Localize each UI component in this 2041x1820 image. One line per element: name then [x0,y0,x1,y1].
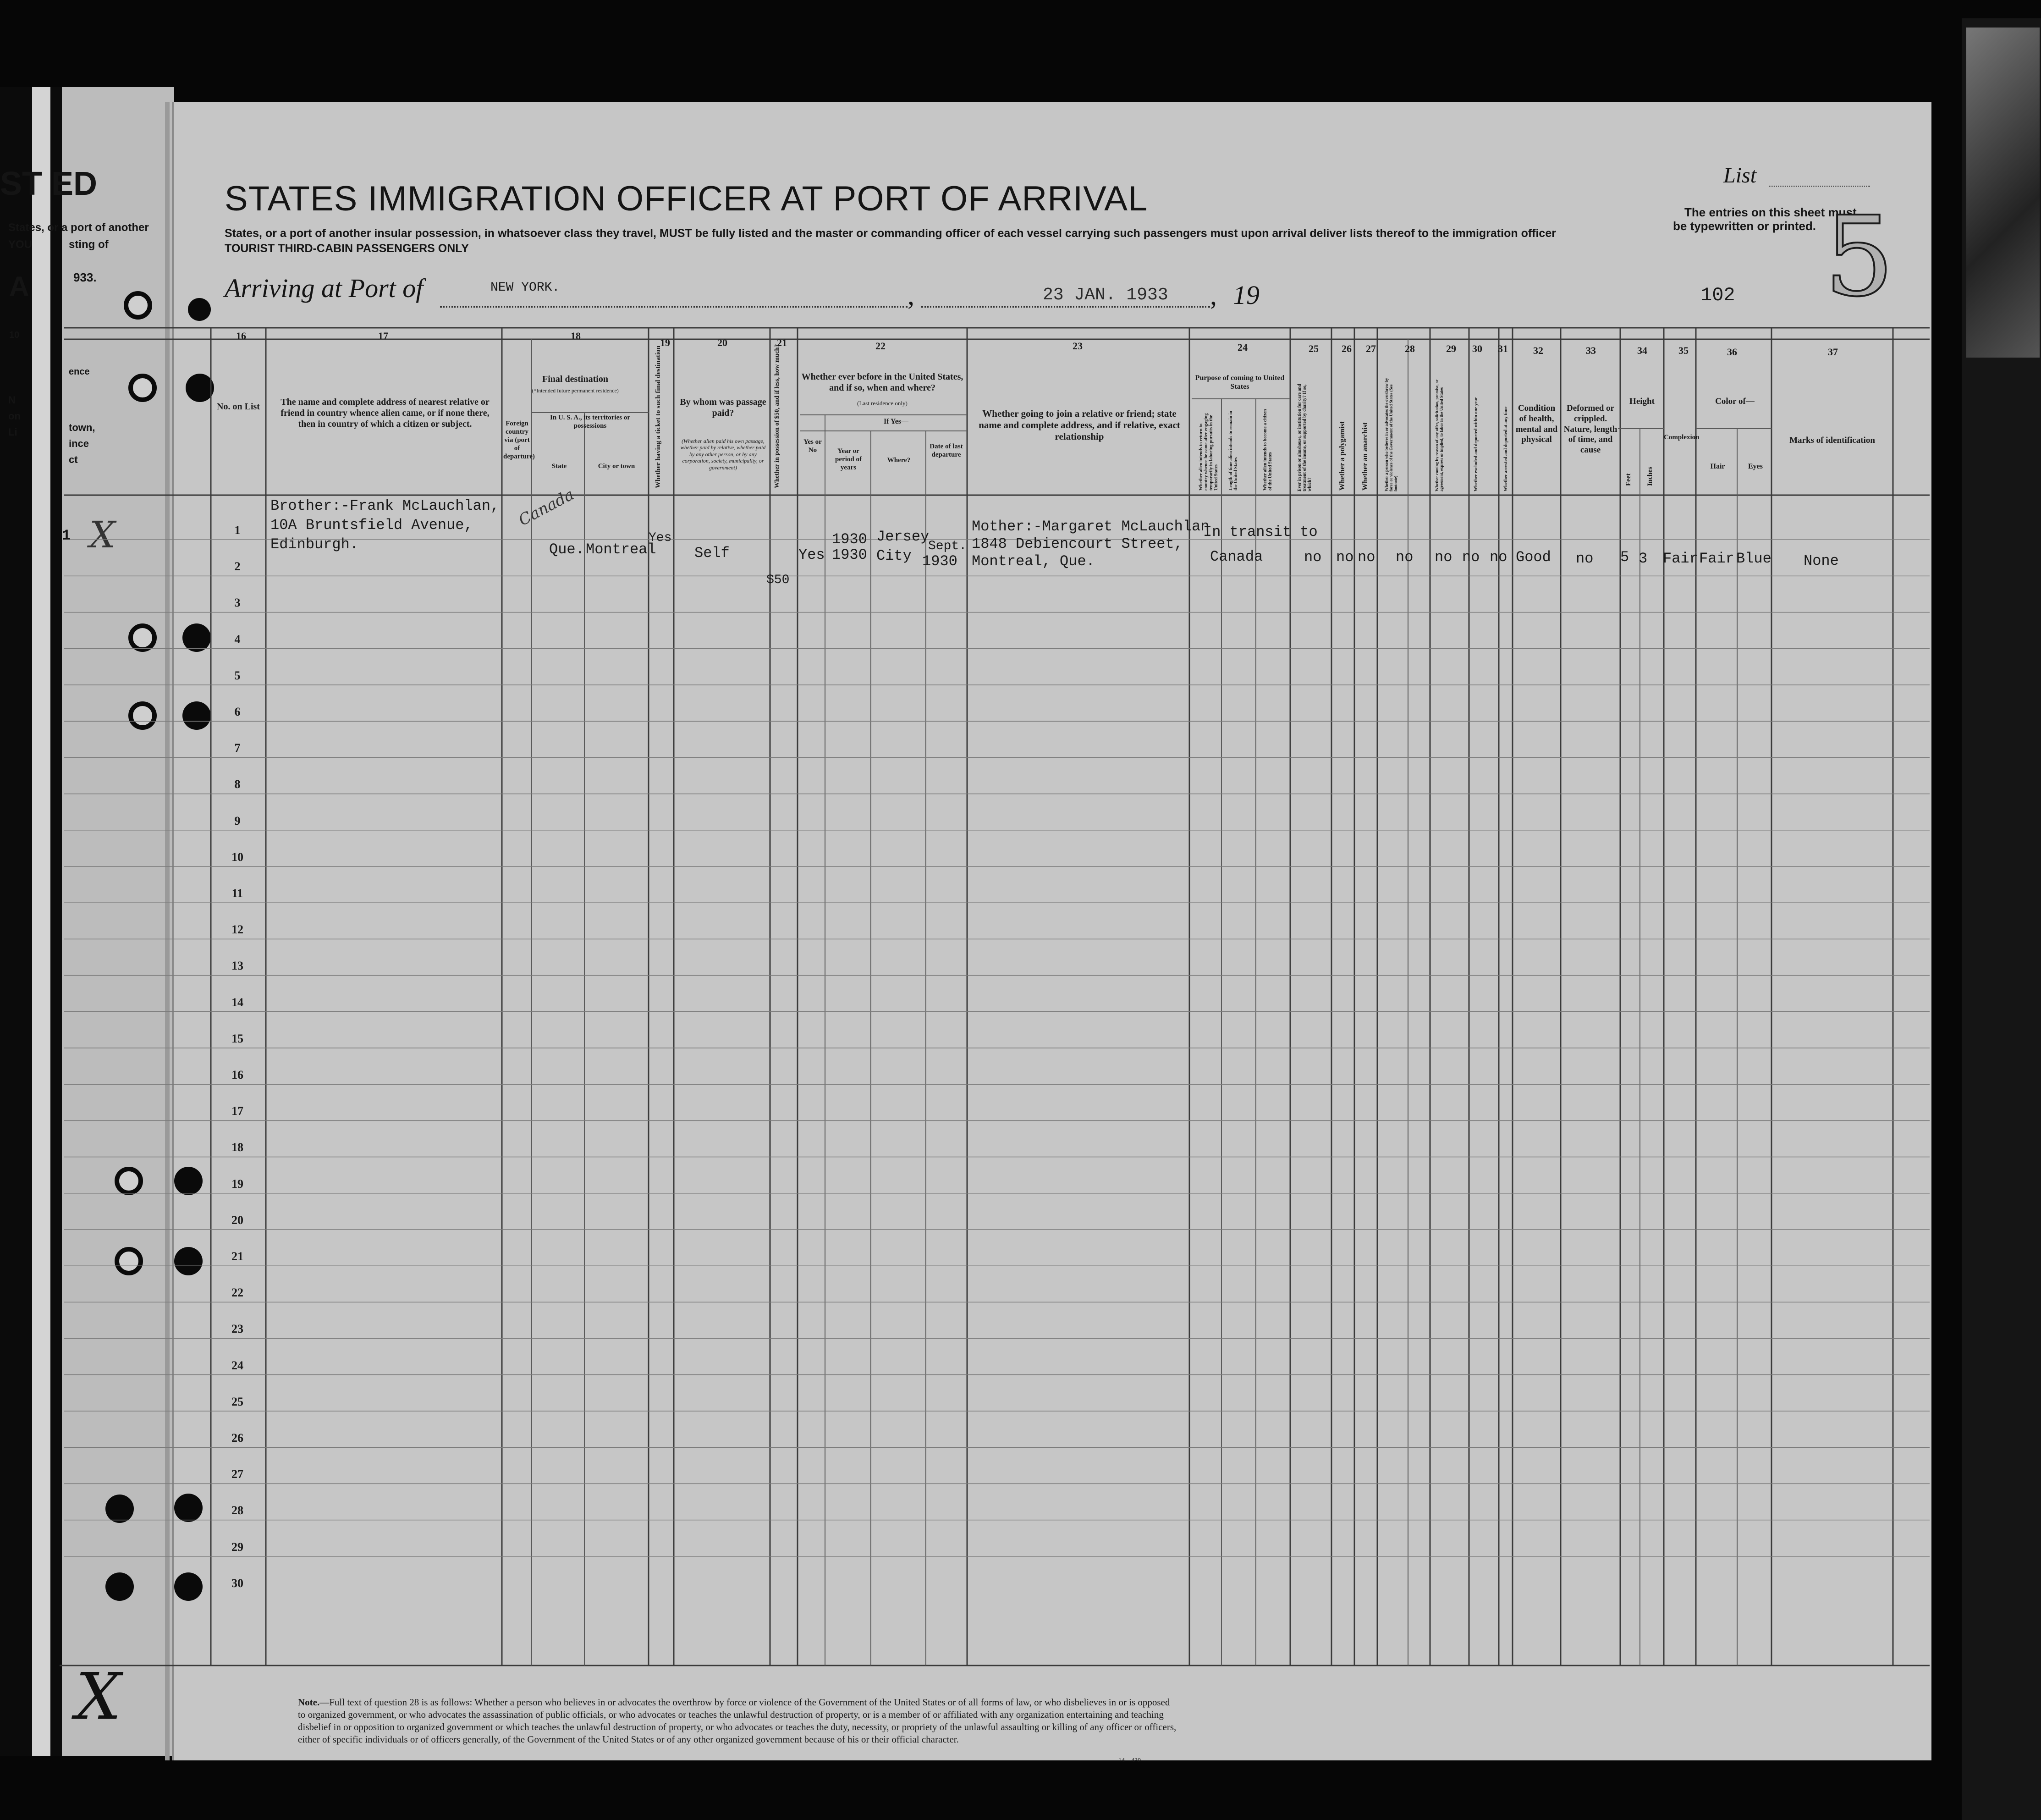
arriving-label: Arriving at Port of [225,273,424,303]
header-city: City or town [598,463,635,470]
entry-foreign-country-handwritten: Canada [516,485,578,530]
row-number: 15 [231,1031,243,1045]
entry-eyes: Blue [1736,550,1771,567]
row-number: 28 [231,1504,243,1517]
column-number: 22 [875,340,886,352]
entry-where: Jersey [876,528,930,545]
left-page-line: 933. [73,270,97,284]
row-number: 12 [231,923,243,937]
entry-deformed: no [1576,550,1594,567]
entry-ticket: Yes [649,531,672,545]
footnote-text: —Full text of question 28 is as follows: Whether a person who believes in or advocates the overthrow by force or violence of the Government of the United States or of all forms of law, or who disbelieves in or is opposed to organized government, or who advocates the assassination of public officials, or who advocates or teaches the unlawful destruction of property, or is a member of or affiliated with any organization entertaining and teaching disbelief in or opposition to organized government or which teaches the unlawful destruction of property, or who advocates or teaches the duty, necessity, or propriety of the unlawful assaulting or killing of any officer or officers, either of specific individuals or of officers generally, of the Government of the United States or of any other organized government because of his or their official character. [298,1697,1177,1745]
row-number: 3 [234,596,241,610]
column-number: 30 [1472,343,1482,354]
column-number: 32 [1533,345,1543,356]
column-number: 19 [660,337,670,348]
row-number: 22 [231,1286,243,1300]
header-purpose: Purpose of coming to United States [1195,374,1285,391]
header-inches: Inches [1646,467,1654,486]
left-page-line: sting of [69,238,109,251]
column-number: 20 [717,337,727,348]
header-relative-address: The name and complete address of nearest relative or friend in country whence alien came, or if none there, then in country of which a citizen or subject. [281,397,490,429]
header-last-departure: Date of last departure [930,443,963,458]
entries-note: be typewritten or printed. [1673,219,1816,233]
sheet-number: 5 [1824,193,1894,321]
list-label: List [1723,163,1757,188]
header-purpose-citizen: Whether alien intends to become a citizen of the United States [1263,409,1273,491]
left-page-line: States, or a port of another [8,221,149,234]
port-of-arrival: NEW YORK. [490,281,560,295]
row-number: 5 [234,668,241,682]
entry-before-yes: Yes [798,546,825,563]
header-year: Year or period of years [835,447,862,471]
year-prefix: 19 [1233,280,1260,310]
footnote [298,1696,1178,1746]
left-page-label: Li [8,426,17,438]
entry-hair: Fair [1699,550,1734,567]
row-number: 13 [231,959,243,973]
row-number: 2 [234,560,241,574]
header-final-destination: Final destination [542,374,608,384]
left-page-label: N [8,394,16,406]
entry-purpose: Canada [1210,548,1263,565]
entry-health: Good [1516,549,1551,566]
left-page-label: ct [69,454,78,465]
column-number: 26 [1342,343,1352,354]
comma: , [908,280,914,310]
row-number: 26 [231,1431,243,1445]
left-page-number: 10 [9,330,20,340]
row-number: 18 [231,1141,243,1154]
row-number: 24 [231,1358,243,1372]
header-passage-paid-sub: (Whether alien paid his own passage, whether paid by relative, whether paid by any other person, or by any corporation, society, municipality, or government) [680,438,766,471]
entry-year: 1930 [832,546,867,563]
entry-excluded: no [1462,549,1480,566]
left-page-cross-mark: X [89,513,116,556]
header-deformed: Deformed or crippled. Nature, length of time, and cause [1563,403,1617,455]
header-arrested: Whether arrested and deported at any time [1503,406,1508,491]
entry-labor-offer: no [1435,549,1452,566]
header-marks: Marks of identification [1789,436,1875,445]
row-number: 20 [231,1213,243,1227]
row-number: 11 [231,887,243,900]
form-code: 14—430 [1118,1757,1141,1764]
header-polygamist: Whether a polygamist [1338,421,1346,491]
column-number: 16 [236,330,246,342]
header-in-usa: In U. S. A., its territories or possessions [550,414,630,430]
row-number: 19 [231,1177,243,1191]
row-number: 1 [234,524,241,537]
header-health: Condition of health, mental and physical [1515,403,1558,445]
left-page-label: town, [69,422,95,433]
header-joining: Whether going to join a relative or friend; state name and complete address, and if relative, exact relationship [979,408,1180,442]
header-where: Where? [887,457,911,464]
header-yes-or-no: Yes or No [803,438,822,454]
row-number: 4 [234,632,241,646]
row-number: 23 [231,1322,243,1336]
entry-complexion: Fair [1663,550,1698,567]
header-final-destination-sub: (*Intended future permanent residence) [532,387,619,394]
header-purpose-length: Length of time alien intends to remain in the United States [1228,411,1238,491]
form-title: STATES IMMIGRATION OFFICER AT PORT OF ARRIVAL [225,179,1148,218]
entry-relative-line: 10A Bruntsfield Avenue, [270,517,473,534]
entry-relative-line: Edinburgh. [270,536,359,553]
form-class-label: TOURIST THIRD-CABIN PASSENGERS ONLY [225,242,469,255]
column-number: 37 [1828,346,1838,358]
left-page-line: YOU [8,238,33,251]
row-number: 9 [234,814,241,827]
header-money: Whether in possession of $50, and if less, how much? [774,344,781,488]
header-height: Height [1629,397,1655,406]
column-number: 34 [1637,345,1647,356]
entry-joining-line: 1848 Debiencourt Street, [972,535,1183,552]
column-number: 28 [1405,343,1415,354]
entry-prison: no [1304,549,1322,566]
entry-anarchist: no [1358,549,1375,566]
entry-paid-by: Self [694,545,730,562]
row-number: 7 [234,741,241,755]
left-page-big-text: ST ED [0,165,98,202]
column-number: 27 [1366,343,1376,354]
left-page-number: A [9,271,29,302]
entry-departure: Sept. [928,539,967,553]
entry-joining-line: Mother:-Margaret McLauchlan [972,518,1210,535]
header-purpose-return: Whether alien intends to return to country whence he came after engaging temporarily in laboring pursuits in the United States [1199,413,1219,491]
column-number: 24 [1238,342,1248,353]
left-page-label: ence [69,367,90,377]
header-feet: Feet [1625,473,1632,486]
row-number: 30 [231,1576,243,1590]
entry-inches: 3 [1639,550,1648,567]
entry-year: 1930 [832,531,867,548]
header-eyes: Eyes [1748,463,1763,470]
header-color: Color of— [1715,397,1755,406]
entry-arrested: no [1490,549,1507,566]
header-anarchist: Whether an anarchist [1361,422,1369,491]
entries-note: The entries on this sheet must [1684,205,1857,219]
entry-polygamist: no [1336,549,1354,566]
row-number: 8 [234,778,241,791]
comma: , [1210,280,1217,310]
column-number: 23 [1073,340,1083,352]
header-hair: Hair [1710,463,1725,470]
entry-overthrow: no [1396,549,1414,566]
row-number: 25 [231,1395,243,1408]
column-number: 29 [1446,343,1456,354]
row-number: 17 [231,1104,243,1118]
header-passage-paid: By whom was passage paid? [680,397,766,418]
entry-money: $50 [766,573,790,587]
row-number: 14 [231,995,243,1009]
left-page-label: ince [69,438,89,449]
form-number: 102 [1700,284,1735,306]
footer-cross-mark: X [76,1660,121,1734]
entry-relative-line: Brother:-Frank McLauchlan, [270,497,500,514]
left-page-entry-number: 1 [62,527,71,544]
footnote-label: Note. [298,1697,320,1708]
row-number: 21 [231,1250,243,1263]
entry-feet: 5 [1620,549,1629,566]
header-foreign-country: Foreign country via (port of departure) [503,420,535,460]
entry-purpose: In transit to [1203,524,1318,540]
column-number: 33 [1586,345,1596,356]
header-before-in-us-sub: (Last residence only) [857,400,908,407]
header-no-on-list: No. on List [217,402,260,412]
column-number: 31 [1498,343,1508,354]
form-instructions: States, or a port of another insular possession, in whatsoever class they travel, MUST be fully listed and the master or commanding officer of each vessel carrying such passengers must upon arrival deliver lists thereof to the immigration officer [225,227,1556,240]
header-excluded: Whether excluded and deported within one year [1474,397,1479,491]
header-labor-offer: Whether coming by reason of any offer, solicitation, promise, or agreement, express or implied, to labor in the United States [1435,380,1444,491]
row-number: 29 [231,1540,243,1554]
column-number: 18 [571,330,581,342]
column-number: 17 [378,330,388,342]
entry-departure: 1930 [922,553,957,570]
row-number: 27 [231,1467,243,1481]
header-complexion: Complexion [1664,434,1700,441]
entry-where: City [876,547,912,564]
header-prison: Ever in prison or almshouse, or institution for care and treatment of the insane, or supported by charity? If so, which? [1297,384,1312,491]
column-number: 36 [1727,346,1737,358]
row-number: 16 [231,1068,243,1081]
left-page-label: on [8,410,21,422]
arrival-date-stamp: 23 JAN. 1933 [1043,285,1168,305]
column-number: 25 [1309,343,1319,354]
header-overthrow: Whether a person who believes in or advocates the overthrow by force or violence of the Government of the United States (See footnote) [1384,378,1398,491]
entry-marks: None [1804,552,1839,569]
entry-city: Montreal [586,541,656,558]
header-ticket: Whether having a ticket to such final destination [655,346,662,488]
column-number: 35 [1678,345,1689,356]
header-before-in-us: Whether ever before in the United States, and if so, when and where? [801,372,963,393]
row-number: 6 [234,705,241,718]
header-state: State [551,463,567,470]
entry-state: Que. [549,541,584,558]
row-number: 10 [231,850,243,864]
column-number: 21 [777,337,787,348]
entry-joining-line: Montreal, Que. [972,553,1095,570]
header-if-yes: If Yes— [883,418,909,425]
